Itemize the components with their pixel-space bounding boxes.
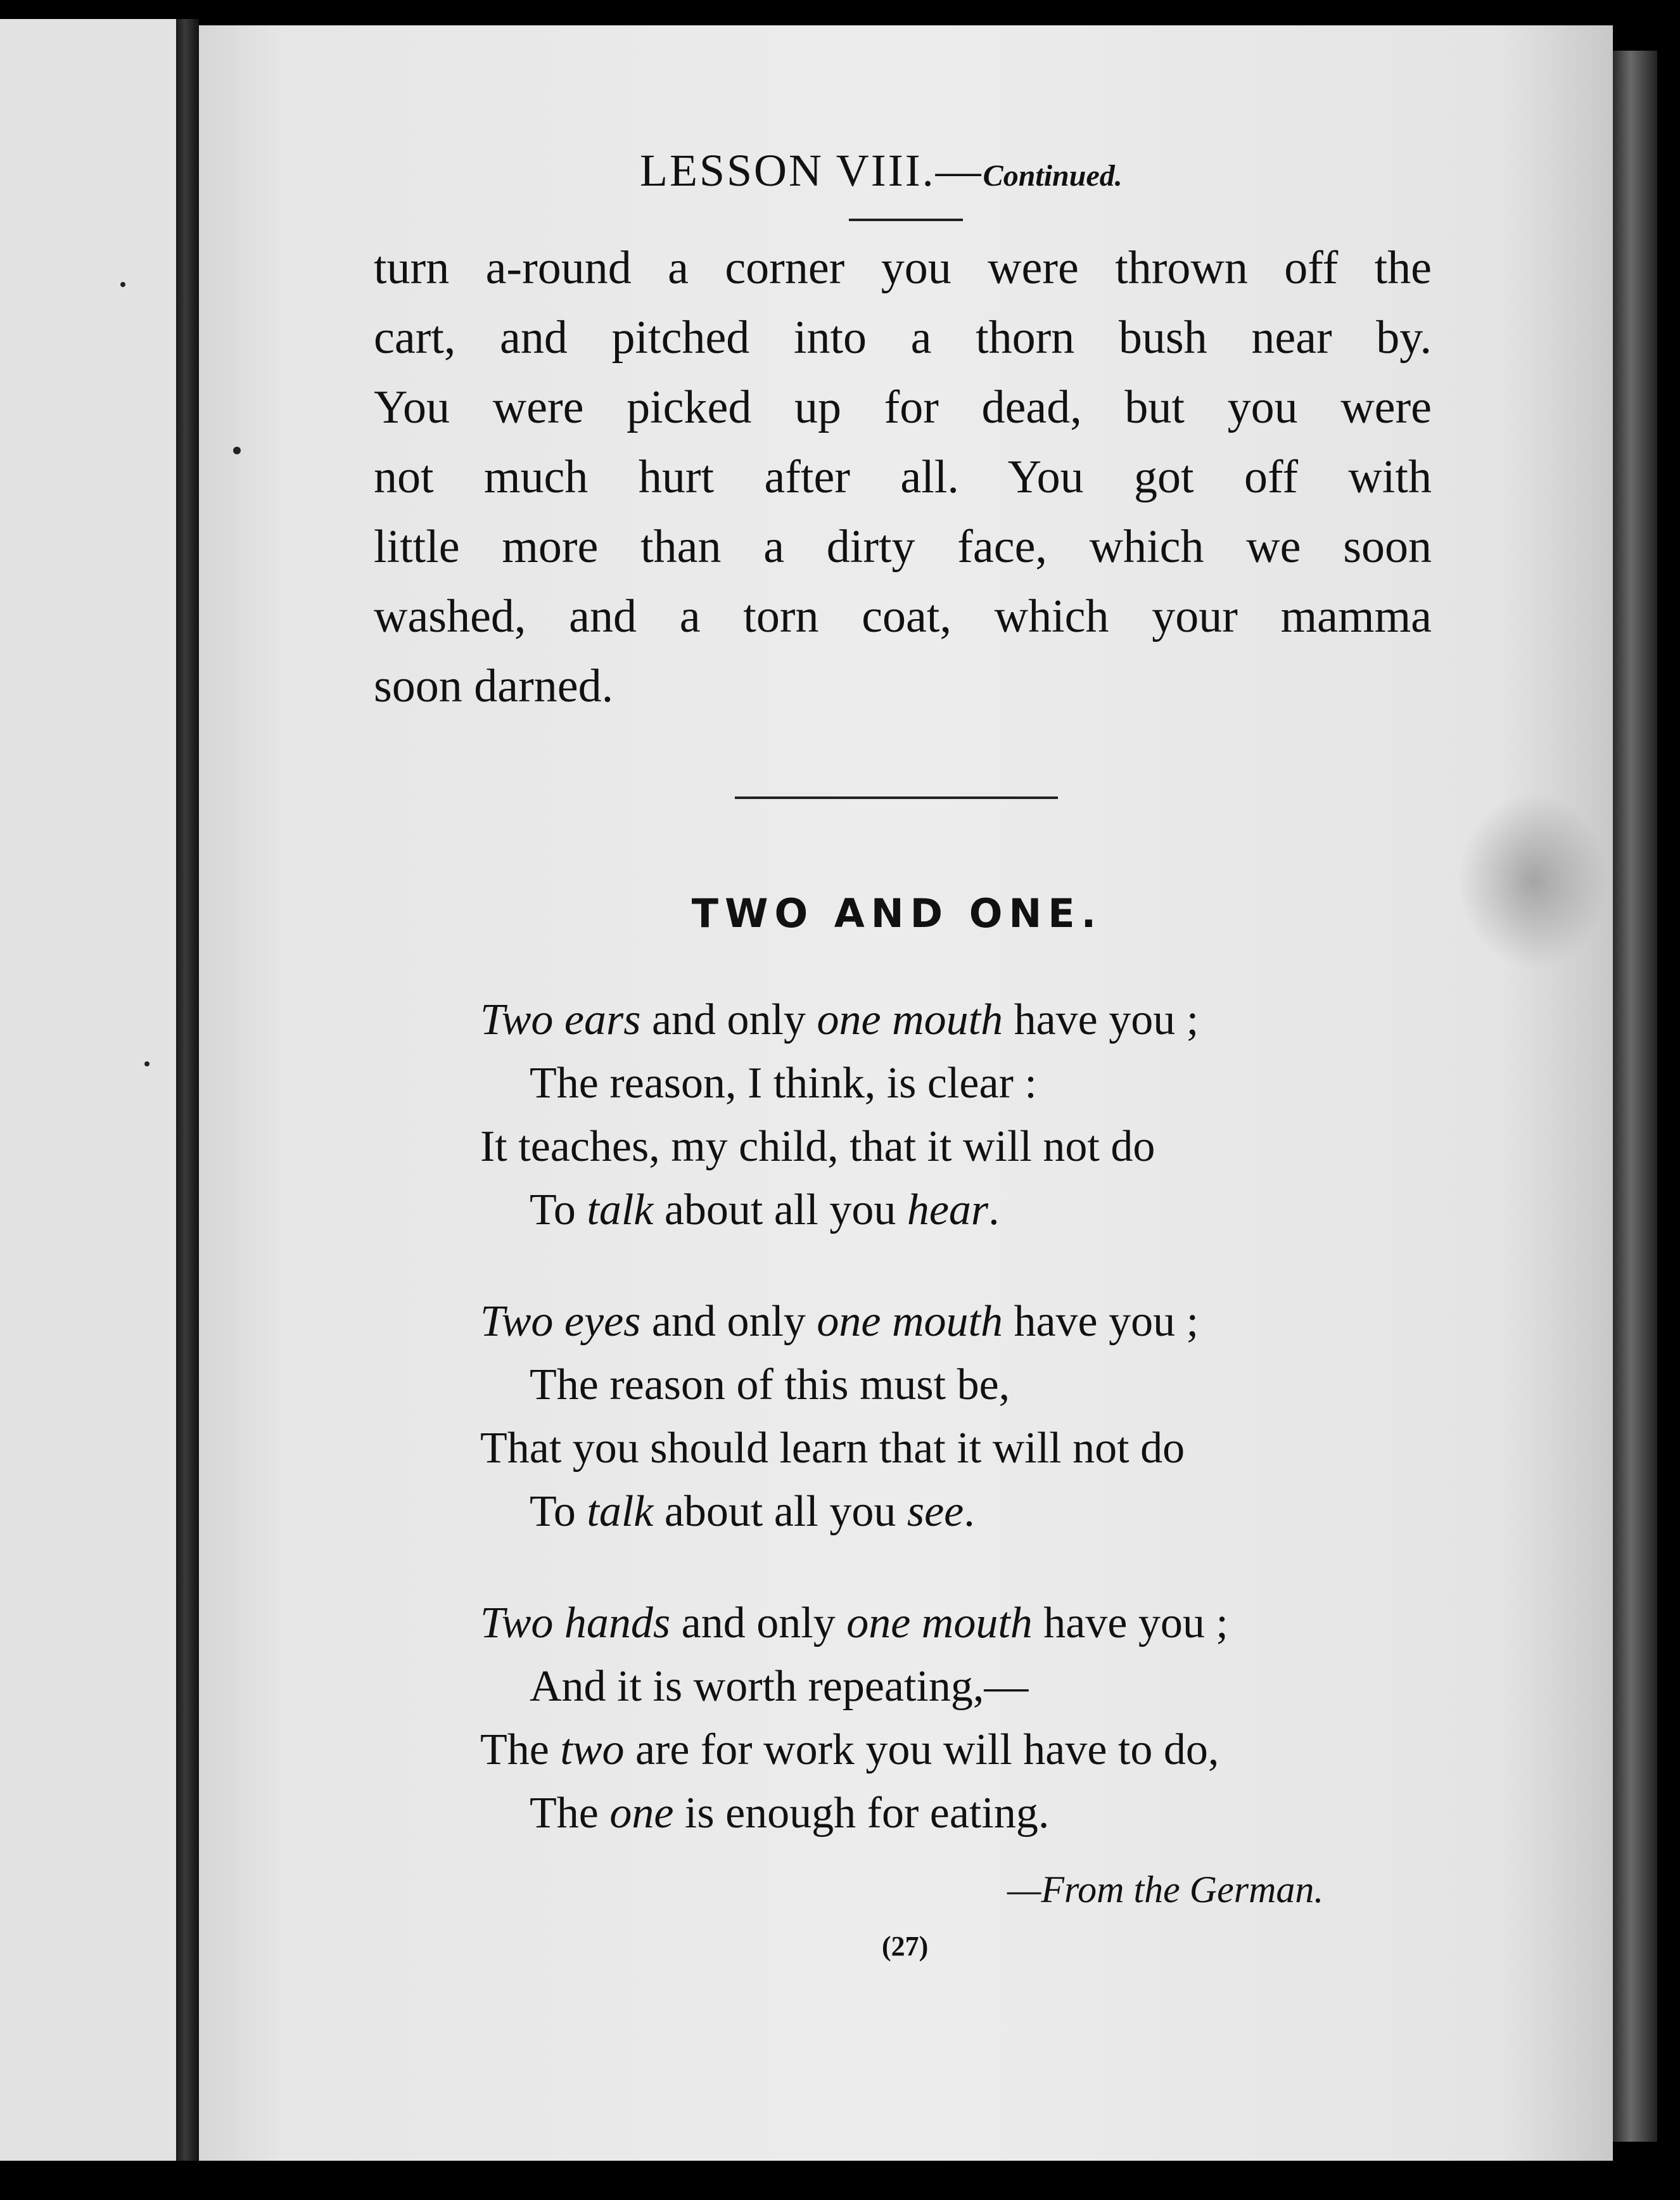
poem-line: Two ears and only one mouth have you ; — [480, 995, 1199, 1044]
poem-line: To talk about all you see. — [530, 1487, 975, 1536]
poem-line: The reason, I think, is clear : — [530, 1059, 1037, 1108]
paper-speck — [233, 447, 241, 454]
stanza-1 — [480, 988, 1228, 1242]
poem-line: The reason of this must be, — [530, 1360, 1010, 1409]
book-gutter — [176, 19, 199, 2161]
poem-line: The one is enough for eating. — [530, 1789, 1050, 1838]
paper-speck — [120, 282, 125, 287]
poem-line: And it is worth repeating,— — [530, 1662, 1029, 1711]
poem-attribution: —From the German. — [1007, 1869, 1324, 1910]
header-rule — [849, 219, 963, 221]
ink-bleed-smudge — [1457, 792, 1609, 969]
prose-line: You were picked up for dead, but you were — [374, 381, 1432, 433]
prose-line: washed, and a torn coat, which your mamma — [374, 591, 1432, 643]
poem-line: It teaches, my child, that it will not do — [480, 1122, 1155, 1171]
page-number: (27) — [882, 1931, 929, 1962]
stanza-2 — [480, 1290, 1228, 1544]
prose-paragraph — [374, 233, 1432, 721]
facing-page-edge — [0, 19, 176, 2161]
prose-line: cart, and pitched into a thorn bush near by. — [374, 312, 1432, 364]
header-lesson: LESSON VIII. — [640, 145, 936, 196]
header-dash: — — [935, 145, 983, 196]
poem-line: To talk about all you hear. — [530, 1186, 1000, 1234]
prose-line: not much hurt after all. You got off with — [374, 451, 1432, 503]
poem-line: The two are for work you will have to do, — [480, 1725, 1219, 1774]
prose-line: little more than a dirty face, which we soon — [374, 521, 1432, 573]
poem-line: Two eyes and only one mouth have you ; — [480, 1297, 1199, 1346]
section-divider — [735, 796, 1058, 799]
prose-line: turn a-round a corner you were thrown off the — [374, 242, 1432, 294]
poem-title: TWO AND ONE. — [691, 890, 1103, 937]
poem-line: Two hands and only one mouth have you ; — [480, 1599, 1228, 1647]
prose-line: soon darned. — [374, 660, 614, 712]
stanza-3 — [480, 1592, 1228, 1845]
poem — [480, 988, 1228, 1893]
poem-line: That you should learn that it will not do — [480, 1424, 1185, 1473]
header-continued: Continued. — [983, 159, 1123, 193]
page-edge-shadow — [1613, 51, 1657, 2142]
running-header — [640, 144, 1123, 197]
paper-speck — [144, 1061, 150, 1066]
